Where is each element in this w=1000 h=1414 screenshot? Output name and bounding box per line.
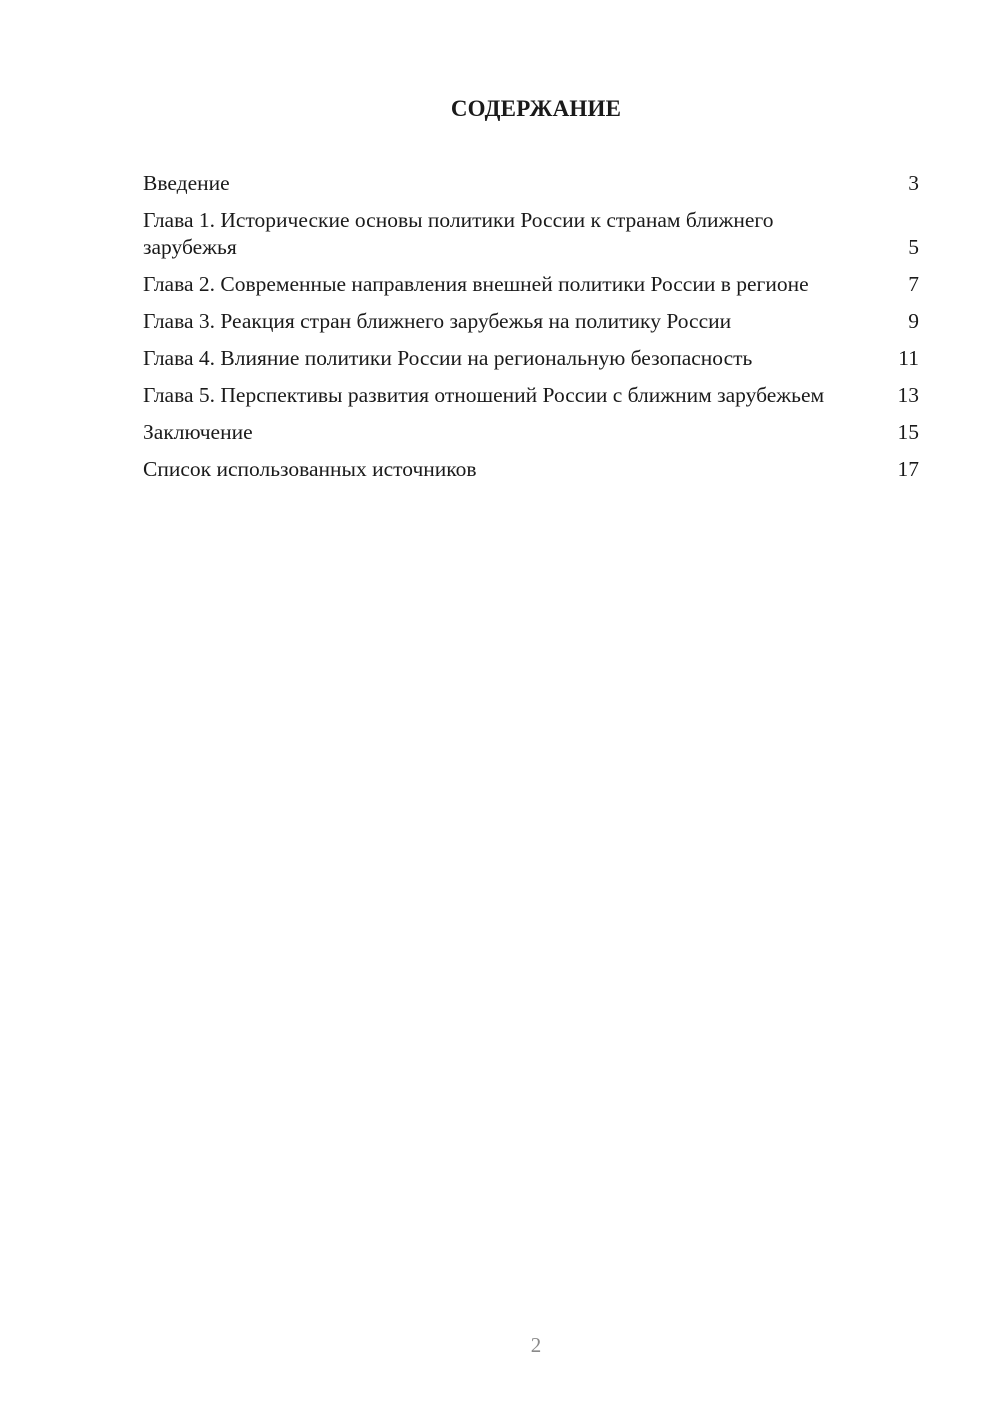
- toc-entry-references[interactable]: [143, 456, 919, 483]
- toc-entry-label: Заключение: [143, 420, 253, 444]
- toc-entry-chapter-3[interactable]: [143, 308, 919, 335]
- toc-entry-label: Глава 1. Исторические основы политики России к странам ближнего зарубежья: [143, 208, 774, 259]
- toc-entry-label: Глава 5. Перспективы развития отношений России с ближним зарубежьем: [143, 383, 825, 407]
- toc-entry-label: Глава 3. Реакция стран ближнего зарубежья на политику России: [143, 309, 732, 333]
- toc-entry-page: 9: [908, 309, 919, 333]
- toc-entry-page: 15: [897, 420, 919, 444]
- toc-entry-page: 3: [908, 171, 919, 195]
- toc-entry-page: 13: [897, 383, 919, 407]
- toc-entry-chapter-1[interactable]: [143, 207, 919, 261]
- toc-entry-page: 5: [908, 235, 919, 259]
- toc-entry-conclusion[interactable]: [143, 419, 919, 446]
- toc-entry-chapter-2[interactable]: [143, 271, 919, 298]
- page-number: 2: [530, 1333, 542, 1357]
- page-title: СОДЕРЖАНИЕ: [450, 96, 622, 121]
- toc-entry-label: Введение: [143, 171, 230, 195]
- toc-entry-introduction[interactable]: [143, 170, 919, 197]
- toc-entry-chapter-4[interactable]: [143, 345, 919, 372]
- toc-entry-page: 7: [908, 272, 919, 296]
- toc-entry-page: 11: [898, 346, 919, 370]
- toc-entry-label: Список использованных источников: [143, 457, 477, 481]
- toc-entry-chapter-5[interactable]: [143, 382, 919, 409]
- toc-entry-label: Глава 2. Современные направления внешней политики России в регионе: [143, 272, 809, 296]
- toc-entry-label: Глава 4. Влияние политики России на региональную безопасность: [143, 346, 753, 370]
- table-of-contents: [143, 170, 919, 493]
- toc-entry-page: 17: [897, 457, 919, 481]
